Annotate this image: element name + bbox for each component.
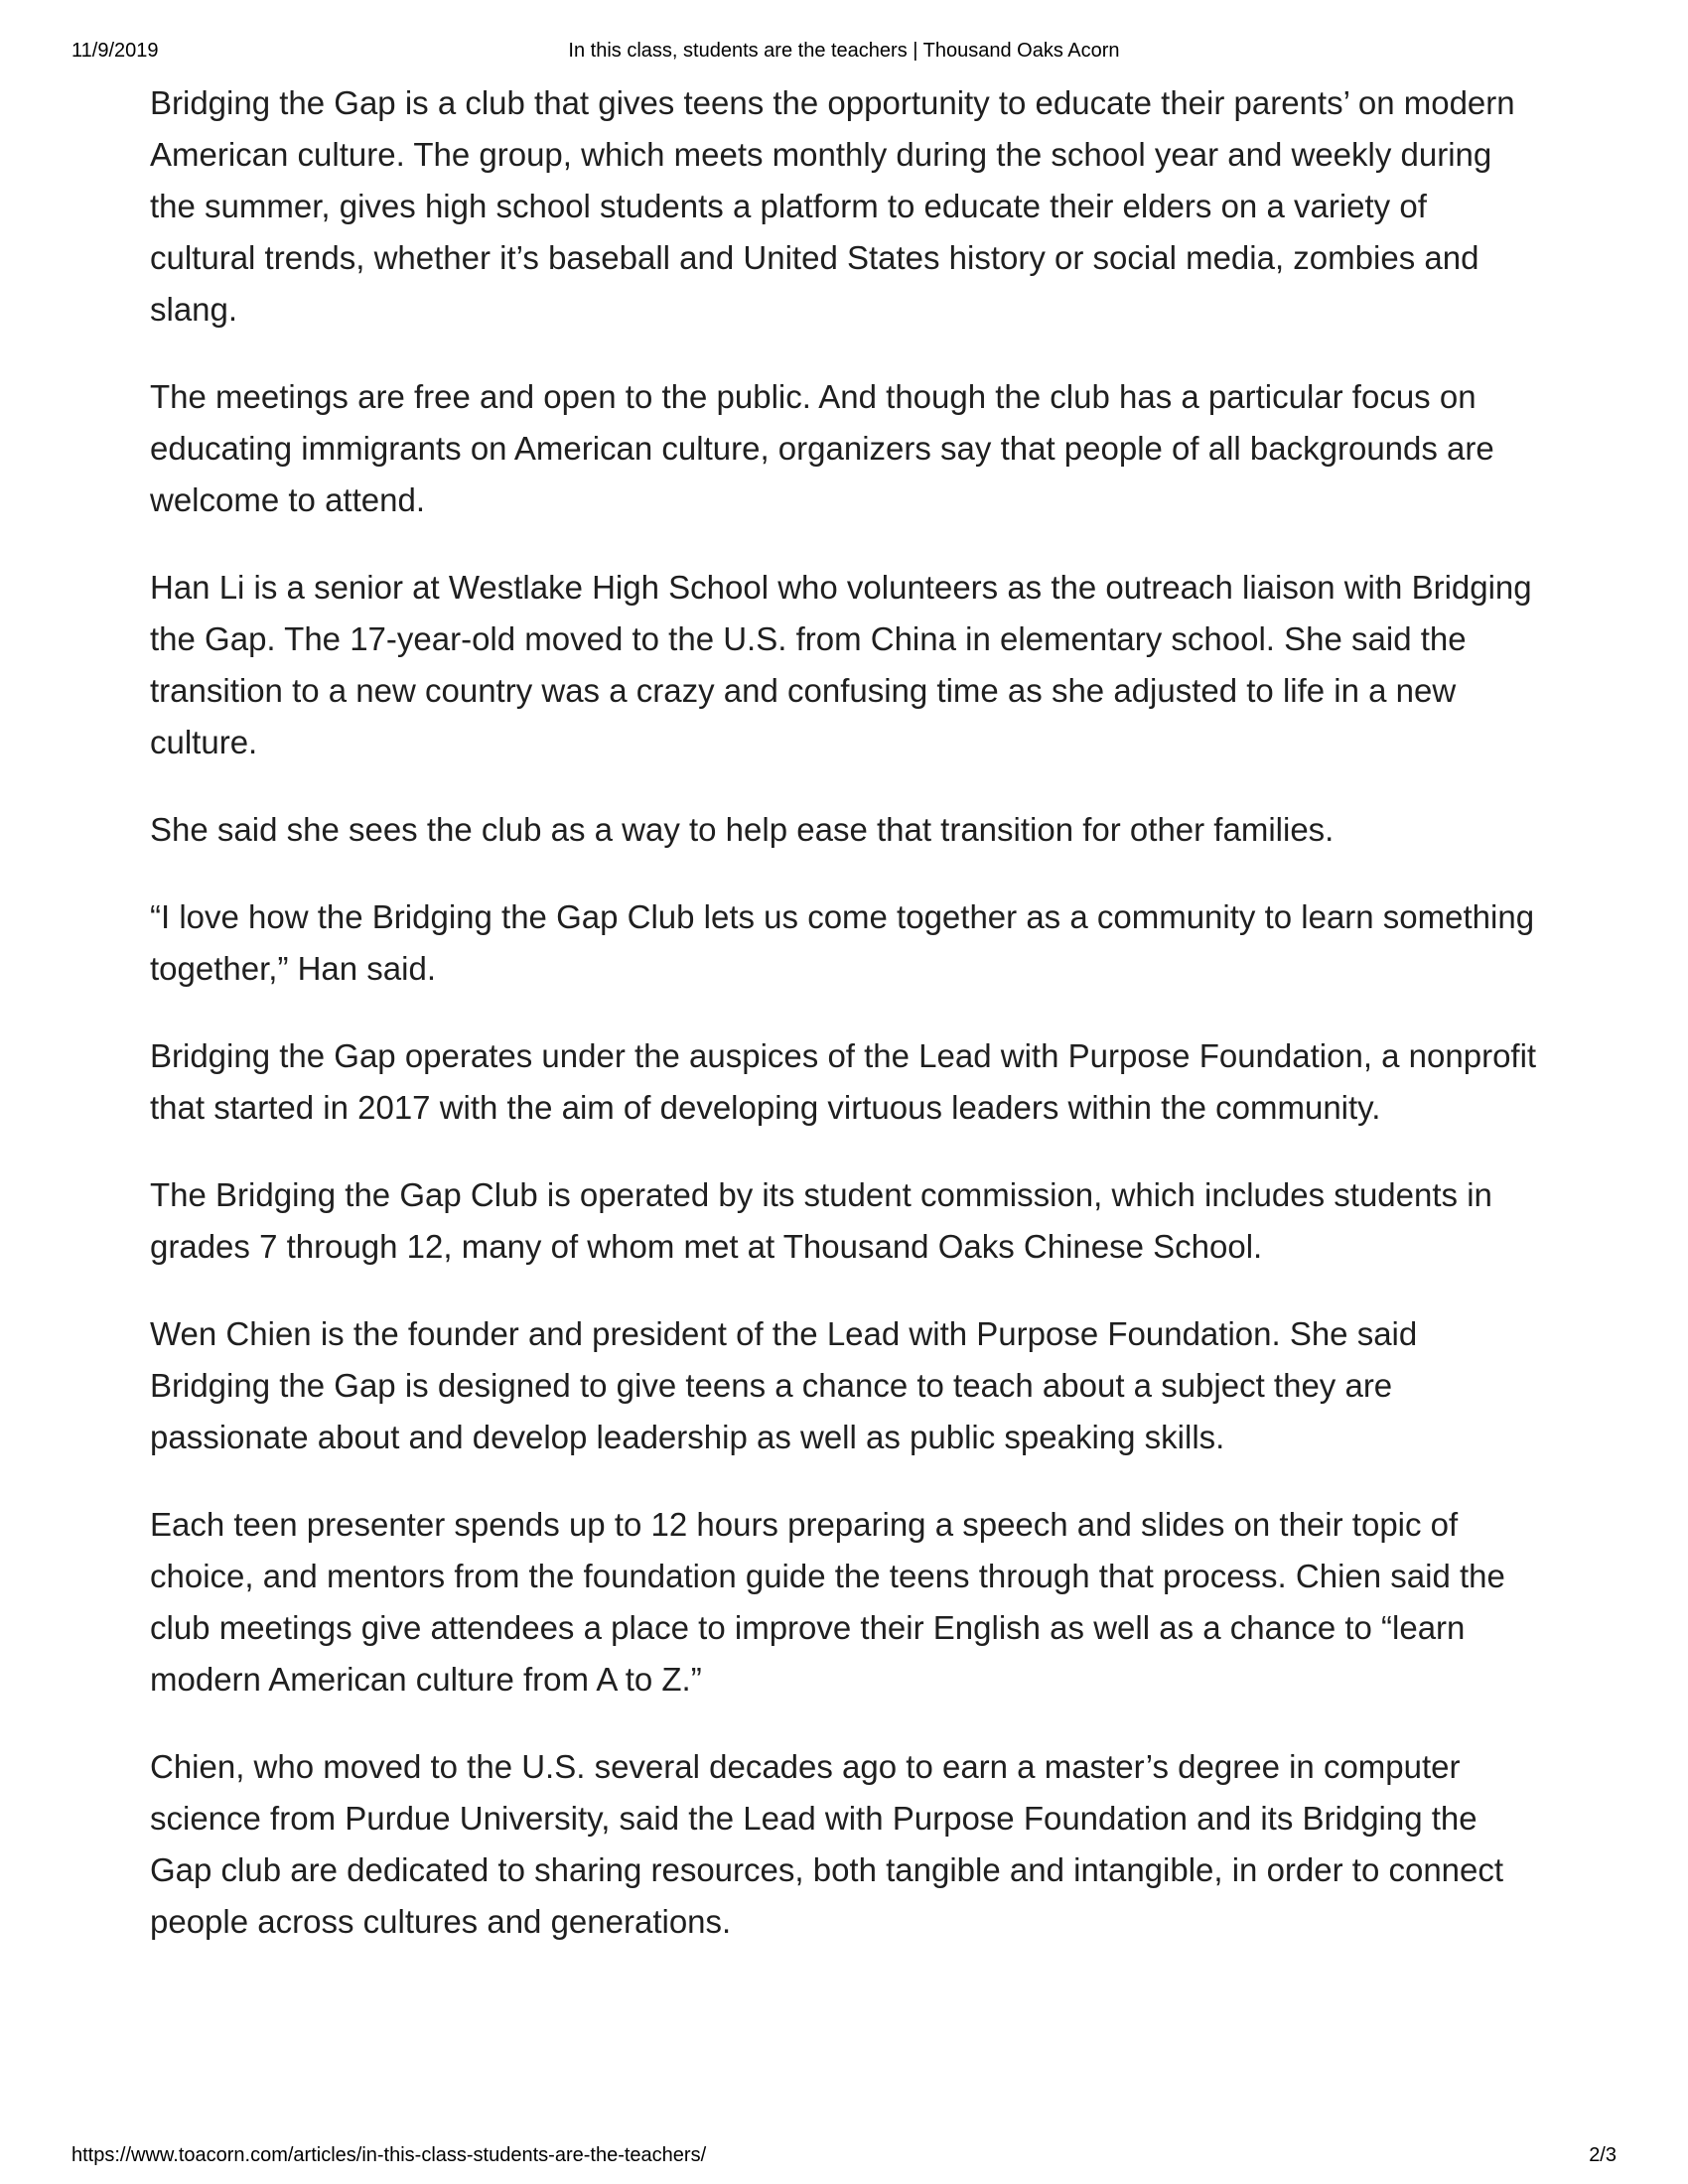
print-footer (0, 2144, 1688, 2174)
article-paragraph: Chien, who moved to the U.S. several decades ago to earn a master’s degree in computer science from Purdue University, said the Lead with Purpose Foundation and its Bridging the Gap club are dedicated to sharing resources, both tangible and intangible, in order to connect people across cultures and generations. (150, 1748, 1504, 1940)
article-paragraph: “I love how the Bridging the Gap Club lets us come together as a community to learn something together,” Han said. (150, 898, 1535, 987)
article-paragraph: The Bridging the Gap Club is operated by its student commission, which includes students in grades 7 through 12, many of whom met at Thousand Oaks Chinese School. (150, 1176, 1492, 1265)
article-paragraph: Each teen presenter spends up to 12 hours preparing a speech and slides on their topic of choice, and mentors from the foundation guide the teens through that process. Chien said the club meetings give attendees a place to improve their English as well as a chance to “learn modern American culture from A to Z.” (150, 1506, 1505, 1698)
article-paragraph: The meetings are free and open to the public. And though the club has a particular focus on educating immigrants on American culture, organizers say that people of all backgrounds are welcome to attend. (150, 378, 1494, 518)
article-paragraph: Wen Chien is the founder and president of the Lead with Purpose Foundation. She said Bridging the Gap is designed to give teens a chance to teach about a subject they are passionate about and develop leadership as well as public speaking skills. (150, 1315, 1418, 1455)
article-body (150, 77, 1540, 1983)
print-date: 11/9/2019 (71, 40, 159, 62)
article-paragraph: She said she sees the club as a way to help ease that transition for other families. (150, 811, 1335, 848)
page-number: 2/3 (1589, 2144, 1617, 2166)
article-paragraph: Bridging the Gap operates under the auspices of the Lead with Purpose Foundation, a nonprofit that started in 2017 with the aim of developing virtuous leaders within the community. (150, 1037, 1537, 1126)
page-url: https://www.toacorn.com/articles/in-this-class-students-are-the-teachers/ (71, 2144, 707, 2166)
page-title: In this class, students are the teachers | Thousand Oaks Acorn (568, 40, 1120, 62)
article-paragraph: Bridging the Gap is a club that gives teens the opportunity to educate their parents’ on modern American culture. The group, which meets monthly during the school year and weekly during the summer, gives high school students a platform to educate their elders on a variety of cultural trends, whether it’s baseball and United States history or social media, zombies and slang. (150, 84, 1515, 328)
print-header (0, 40, 1688, 69)
article-paragraph: Han Li is a senior at Westlake High School who volunteers as the outreach liaison with Bridging the Gap. The 17-year-old moved to the U.S. from China in elementary school. She said the transition to a new country was a crazy and confusing time as she adjusted to life in a new culture. (150, 569, 1532, 760)
